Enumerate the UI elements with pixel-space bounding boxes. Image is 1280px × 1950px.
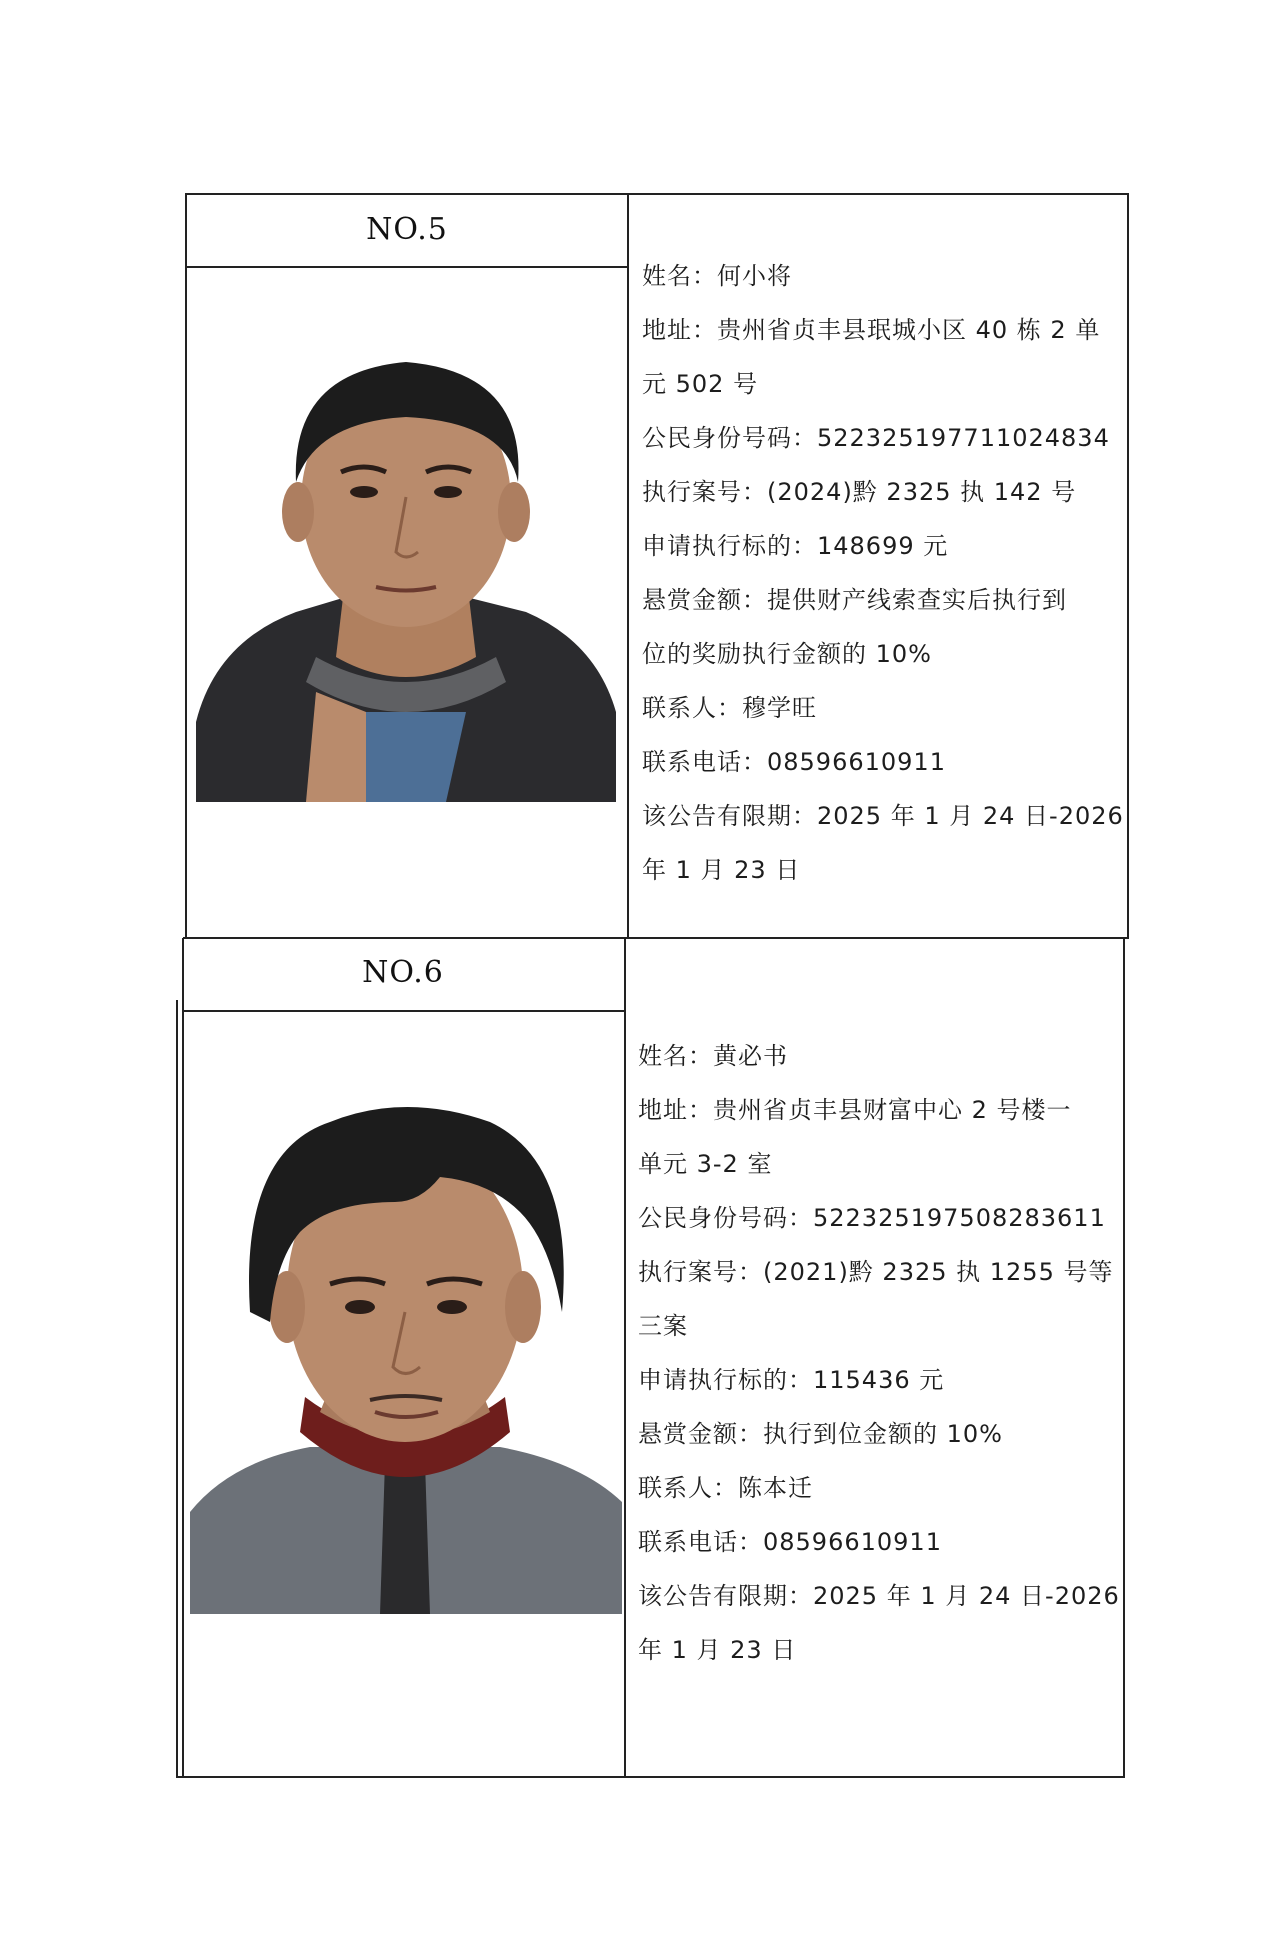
validity-field-cont: 年 1 月 23 日 <box>638 1636 797 1664</box>
person-photo <box>190 1062 622 1614</box>
table1-right-border <box>1127 193 1129 939</box>
id-number-field: 公民身份号码：522325197508283611 <box>638 1204 1106 1232</box>
phone-field: 联系电话：08596610911 <box>642 748 946 776</box>
table2-left-border <box>182 938 184 1778</box>
table1-mid-border <box>627 193 629 939</box>
name-field: 姓名：何小将 <box>642 262 792 290</box>
address-field: 地址：贵州省贞丰县珉城小区 40 栋 2 单 <box>642 316 1101 344</box>
contact-field: 联系人：穆学旺 <box>642 694 817 722</box>
validity-field: 该公告有限期：2025 年 1 月 24 日-2026 <box>638 1582 1120 1610</box>
reward-field-cont: 位的奖励执行金额的 10% <box>642 640 932 668</box>
execution-target-field: 申请执行标的：115436 元 <box>638 1366 945 1394</box>
reward-field: 悬赏金额：执行到位金额的 10% <box>638 1420 1003 1448</box>
person-photo <box>196 312 616 802</box>
table1-bottom-border <box>183 937 1128 939</box>
case-number-field: 执行案号：(2024)黔 2325 执 142 号 <box>642 478 1077 506</box>
table2-right-border <box>1123 938 1125 1778</box>
contact-field: 联系人：陈本迁 <box>638 1474 813 1502</box>
table2-mid-border <box>624 938 626 1778</box>
id-number-field: 公民身份号码：522325197711024834 <box>642 424 1110 452</box>
table2-label-divider <box>182 1010 625 1012</box>
address-field-cont: 元 502 号 <box>642 370 759 398</box>
table1-label-divider <box>186 266 628 268</box>
reward-field: 悬赏金额：提供财产线索查实后执行到 <box>642 586 1067 614</box>
phone-field: 联系电话：08596610911 <box>638 1528 942 1556</box>
name-field: 姓名：黄必书 <box>638 1042 788 1070</box>
case-number-field: 执行案号：(2021)黔 2325 执 1255 号等 <box>638 1258 1114 1286</box>
execution-target-field: 申请执行标的：148699 元 <box>642 532 949 560</box>
table1-left-border <box>185 193 187 939</box>
table1-top-border <box>186 193 1128 195</box>
address-field-cont: 单元 3-2 室 <box>638 1150 773 1178</box>
case-number-field-cont: 三案 <box>638 1312 688 1340</box>
address-field: 地址：贵州省贞丰县财富中心 2 号楼一 <box>638 1096 1072 1124</box>
entry-info <box>638 1029 1118 1677</box>
portrait-photo-5 <box>196 312 616 802</box>
table2-bottom-border <box>176 1776 1124 1778</box>
entry-number-label: NO.6 <box>362 955 444 990</box>
entry-info <box>642 249 1122 897</box>
portrait-photo-6 <box>190 1062 622 1614</box>
validity-field-cont: 年 1 月 23 日 <box>642 856 801 884</box>
table2-left-border-lower <box>176 1000 178 1778</box>
validity-field: 该公告有限期：2025 年 1 月 24 日-2026 <box>642 802 1124 830</box>
entry-number-label: NO.5 <box>366 212 448 247</box>
